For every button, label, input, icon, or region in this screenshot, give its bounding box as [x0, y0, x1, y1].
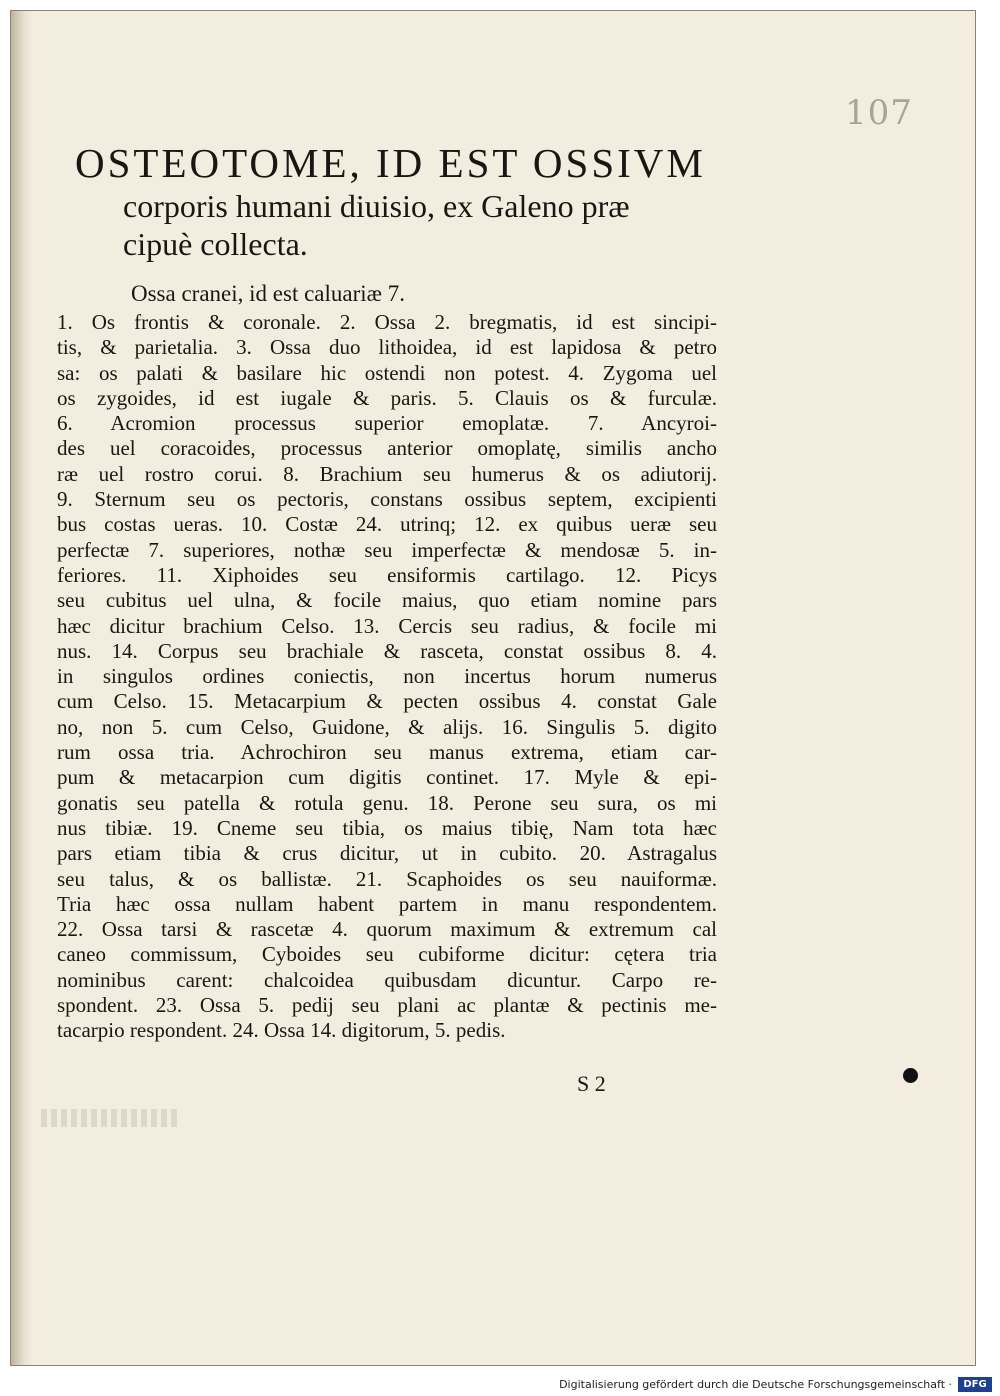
title-line-3: cipuè collecta.: [123, 226, 308, 262]
text-line: 1. Os frontis & coronale. 2. Ossa 2. bregmatis, id est sincipi-: [57, 310, 717, 334]
body-text: [57, 279, 717, 1044]
text-line: pum & metacarpion cum digitis continet. 17. Myle & epi-: [57, 765, 717, 790]
text-line: rum ossa tria. Achrochiron seu manus extrema, etiam car-: [57, 740, 717, 765]
show-through-bleed: [41, 1109, 181, 1127]
text-line: nus tibiæ. 19. Cneme seu tibia, os maius tibię, Nam tota hæc: [57, 815, 717, 840]
text-line: pars etiam tibia & crus dicitur, ut in cubito. 20. Astragalus: [57, 841, 717, 866]
text-line: os zygoides, id est iugale & paris. 5. Clauis os & furculæ.: [57, 385, 717, 410]
text-line: tacarpio respondent. 24. Ossa 14. digitorum, 5. pedis.: [57, 1018, 506, 1043]
catchword-signature: S 2: [577, 1071, 606, 1096]
text-line: nominibus carent: chalcoidea quibusdam dicuntur. Carpo re-: [57, 967, 717, 992]
text-line: in singulos ordines coniectis, non incertus horum numerus: [57, 664, 717, 689]
text-line: 6. Acromion processus superior emoplatæ. 7. Ancyroi-: [57, 411, 717, 436]
text-line: perfectæ 7. superiores, nothæ seu imperfectæ & mendosæ 5. in-: [57, 537, 717, 562]
text-line: 22. Ossa tarsi & rascetæ 4. quorum maximum & extremum cal: [57, 917, 717, 942]
text-line: des uel coracoides, processus anterior omoplatę, similis ancho: [57, 436, 717, 461]
text-line: hæc dicitur brachium Celso. 13. Cercis seu radius, & focile mi: [57, 613, 717, 638]
text-line: ræ uel rostro corui. 8. Brachium seu humerus & os adiutorij.: [57, 461, 717, 486]
title-line-2: corporis humani diuisio, ex Galeno præ: [123, 188, 630, 224]
funding-credit: Digitalisierung gefördert durch die Deutsche Forschungsgemeinschaft ·: [559, 1378, 952, 1391]
text-line: tis, & parietalia. 3. Ossa duo lithoidea, id est lapidosa & petro: [57, 335, 717, 360]
text-line: no, non 5. cum Celso, Guidone, & alijs. 16. Singulis 5. digito: [57, 714, 717, 739]
book-page: [10, 10, 976, 1366]
text-line: Tria hæc ossa nullam habent partem in manu respondentem.: [57, 891, 717, 916]
folio-number: 107: [845, 93, 913, 133]
text-line: seu cubitus uel ulna, & focile maius, quo etiam nomine pars: [57, 588, 717, 613]
text-line: bus costas ueras. 10. Costæ 24. utrinq; 12. ex quibus ueræ seu: [57, 512, 717, 537]
text-line: spondent. 23. Ossa 5. pedij seu plani ac plantæ & pectinis me-: [57, 993, 717, 1018]
dfg-logo: DFG: [958, 1377, 992, 1392]
section-heading: Ossa cranei, id est caluariæ 7.: [131, 281, 405, 306]
text-line: nus. 14. Corpus seu brachiale & rasceta, constat ossibus 8. 4.: [57, 638, 717, 663]
digitization-footer: [0, 1376, 1000, 1396]
text-line: feriores. 11. Xiphoides seu ensiformis cartilago. 12. Picys: [57, 562, 717, 587]
text-line: 9. Sternum seu os pectoris, constans ossibus septem, excipienti: [57, 487, 717, 512]
title-line-1: OSTEOTOME, ID EST OSSIVM: [75, 140, 706, 186]
text-line: seu talus, & os ballistæ. 21. Scaphoides os seu nauiformæ.: [57, 866, 717, 891]
page-title: [75, 139, 725, 263]
text-line: cum Celso. 15. Metacarpium & pecten ossibus 4. constat Gale: [57, 689, 717, 714]
text-line: sa: os palati & basilare hic ostendi non potest. 4. Zygoma uel: [57, 360, 717, 385]
text-line: caneo commissum, Cyboides seu cubiforme dicitur: cętera tria: [57, 942, 717, 967]
page-gutter-shadow: [11, 11, 33, 1365]
text-line: gonatis seu patella & rotula genu. 18. Perone seu sura, os mi: [57, 790, 717, 815]
ink-spot: [903, 1068, 918, 1083]
